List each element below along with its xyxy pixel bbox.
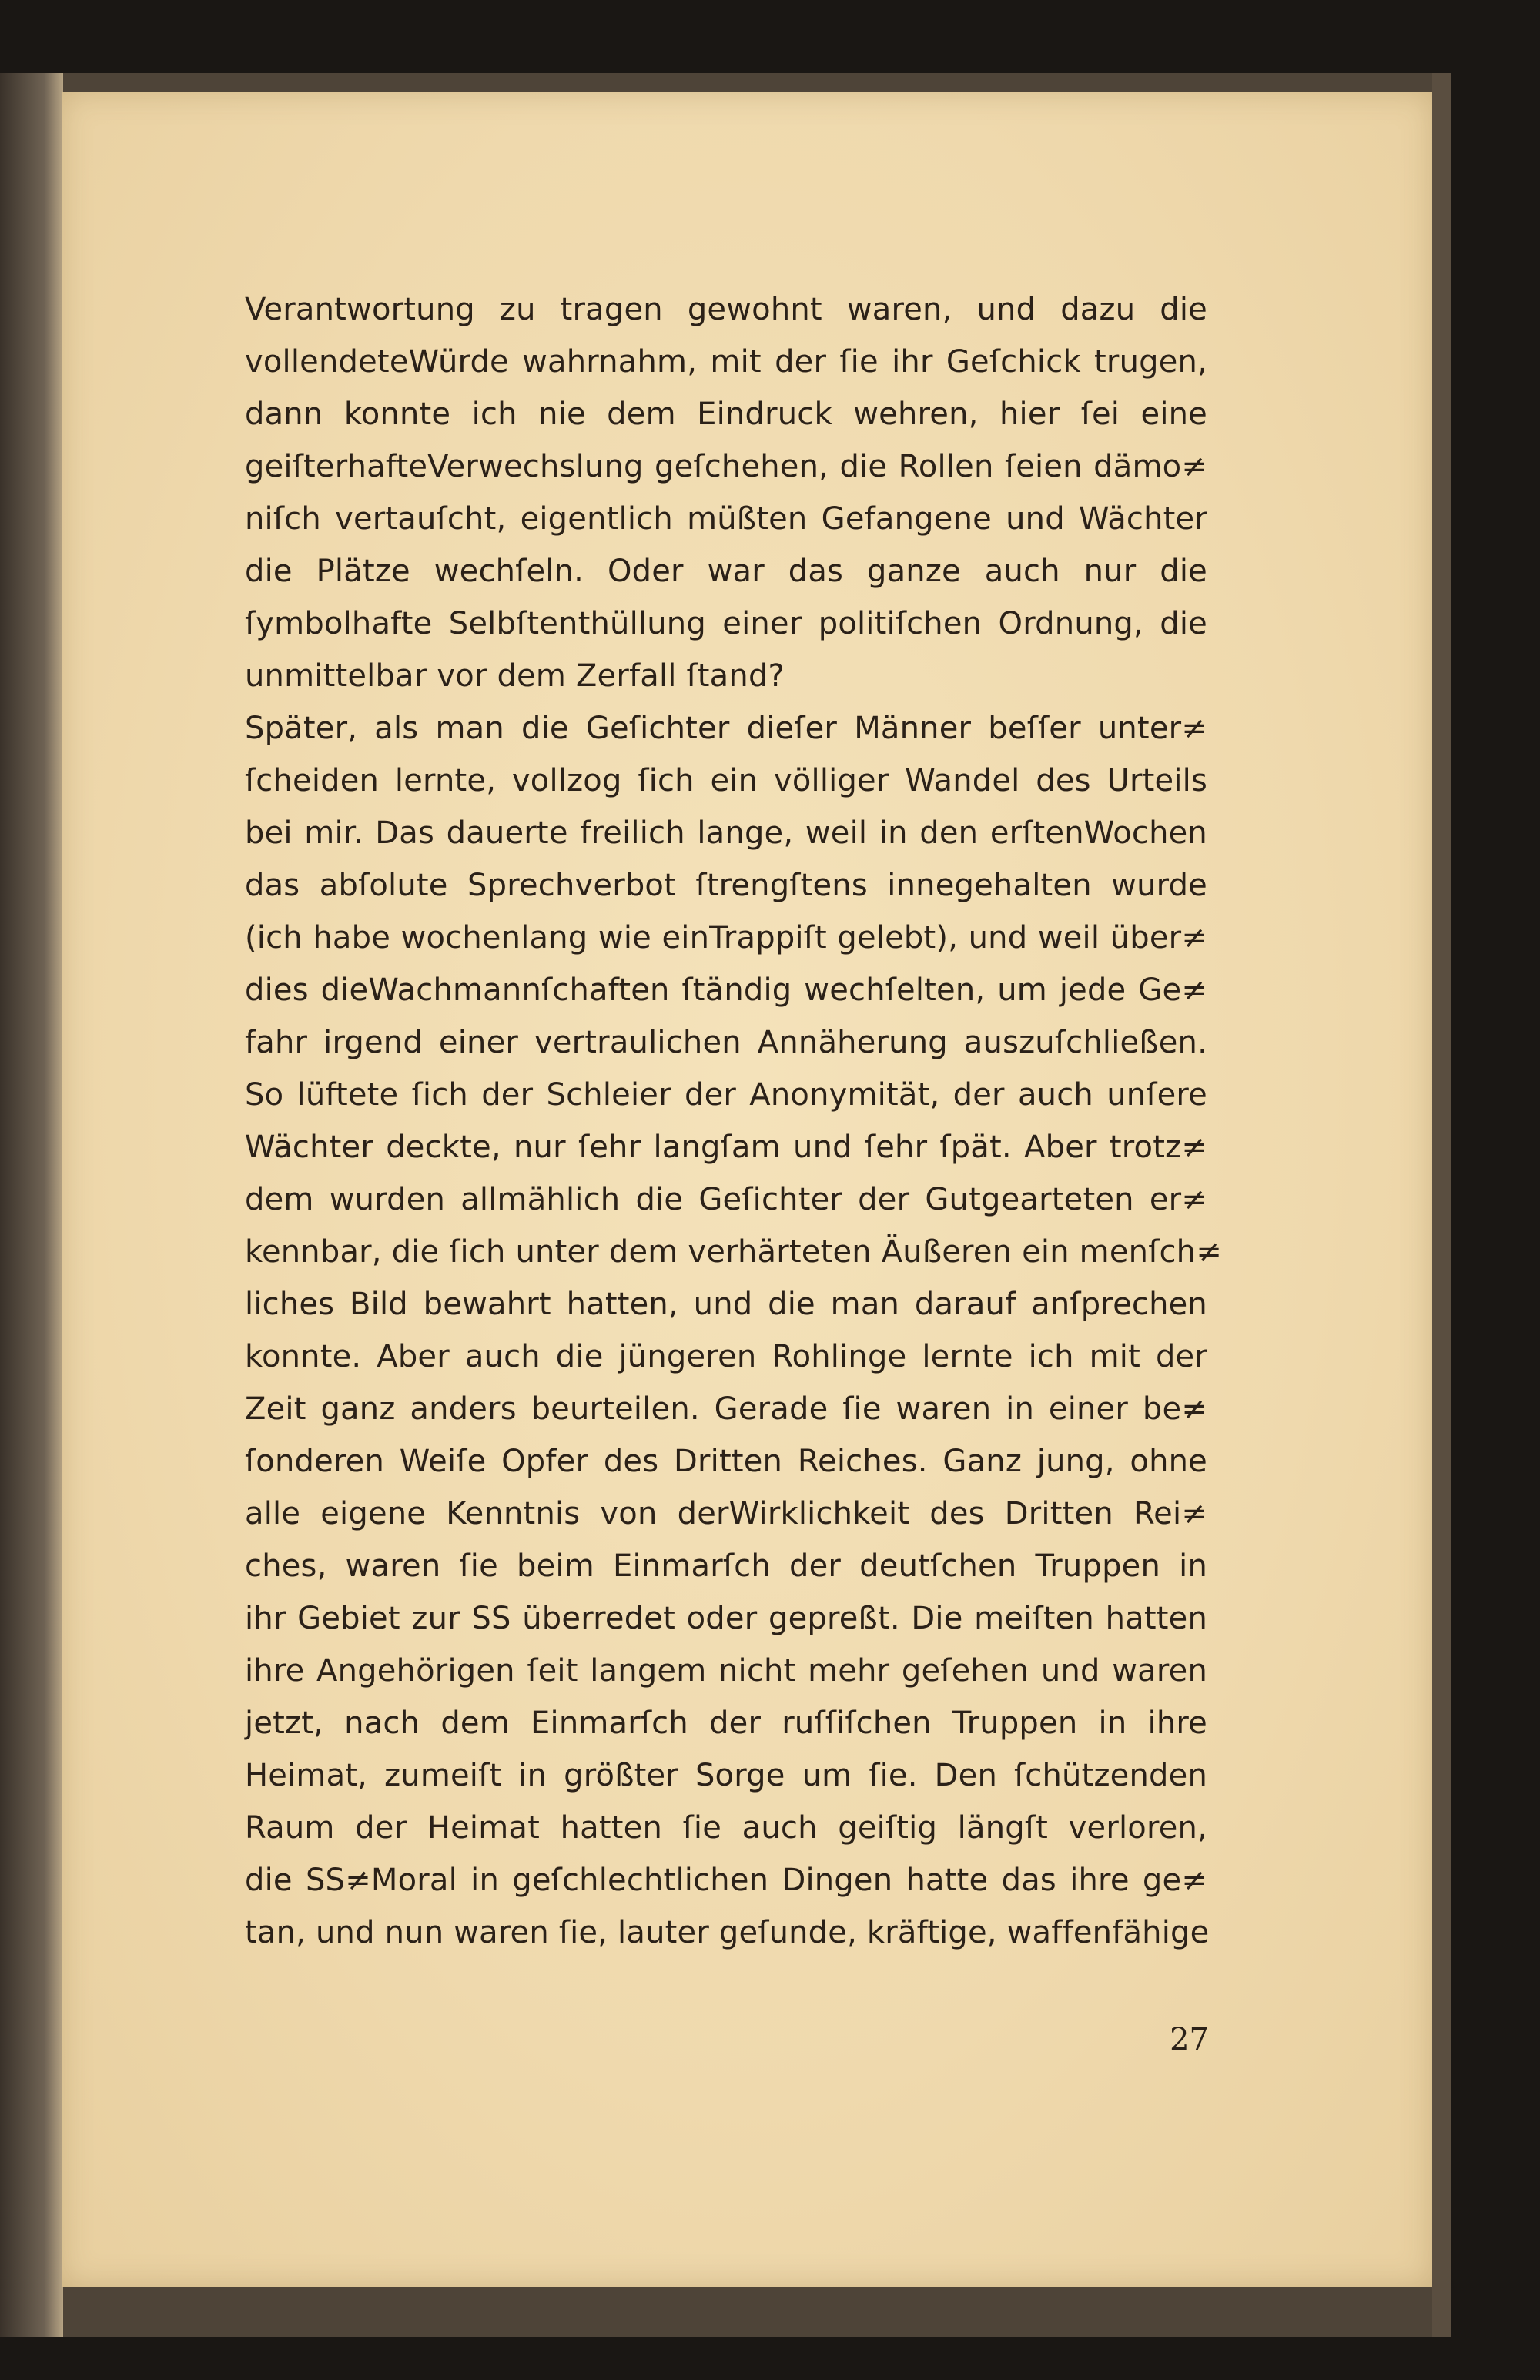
- text-line: ſcheiden lernte, vollzog ſich ein völliger Wandel des Urteils: [245, 763, 1207, 798]
- text-line: dies dieWachmannſchaften ſtändig wechſelten, um jede Ge≠: [245, 972, 1207, 1008]
- text-line: ches, waren ſie beim Einmarſch der deutſchen Truppen in: [245, 1548, 1207, 1584]
- text-line: geiſterhafteVerwechslung geſchehen, die Rollen ſeien dämo≠: [245, 449, 1207, 484]
- text-line: liches Bild bewahrt hatten, und die man darauf anſprechen: [245, 1287, 1207, 1322]
- text-line: tan, und nun waren ſie, lauter geſunde, kräftige, waffenfähige: [245, 1915, 1210, 1950]
- text-line: Raum der Heimat hatten ſie auch geiſtig längſt verloren,: [245, 1810, 1207, 1846]
- text-line: kennbar, die ſich unter dem verhärteten Äußeren ein menſch≠: [245, 1234, 1222, 1270]
- text-line: So lüftete ſich der Schleier der Anonymität, der auch unſere: [245, 1077, 1207, 1113]
- text-line: ſymbolhafte Selbſtenthüllung einer politiſchen Ordnung, die: [245, 606, 1207, 641]
- text-line: ihre Angehörigen ſeit langem nicht mehr geſehen und waren: [245, 1653, 1207, 1689]
- text-line: jetzt, nach dem Einmarſch der ruſſiſchen Truppen in ihre: [245, 1705, 1207, 1741]
- text-line: bei mir. Das dauerte freilich lange, weil in den erſtenWochen: [245, 815, 1207, 851]
- text-line: alle eigene Kenntnis von derWirklichkeit des Dritten Rei≠: [245, 1496, 1207, 1531]
- text-line: dem wurden allmählich die Geſichter der Gutgearteten er≠: [245, 1182, 1207, 1217]
- text-line: dann konnte ich nie dem Eindruck wehren, hier ſei eine: [245, 397, 1207, 432]
- text-line: die Plätze wechſeln. Oder war das ganze auch nur die: [245, 554, 1207, 589]
- text-line: Zeit ganz anders beurteilen. Gerade ſie waren in einer be≠: [245, 1391, 1207, 1427]
- text-line: das abſolute Sprechverbot ſtrengſtens innegehalten wurde: [245, 868, 1207, 903]
- text-line: die SS≠Moral in geſchlechtlichen Dingen hatte das ihre ge≠: [245, 1863, 1207, 1898]
- body-text: [245, 283, 1222, 1959]
- text-line: unmittelbar vor dem Zerfall ſtand?: [245, 658, 785, 694]
- text-line: niſch vertauſcht, eigentlich müßten Gefangene und Wächter: [245, 501, 1207, 537]
- text-line: ihr Gebiet zur SS überredet oder gepreßt. Die meiſten hatten: [245, 1601, 1207, 1636]
- text-line: Heimat, zumeiſt in größter Sorge um ſie. Den ſchützenden: [245, 1758, 1207, 1793]
- text-line: Später, als man die Geſichter dieſer Männer beſſer unter≠: [245, 711, 1207, 746]
- text-line: ſonderen Weiſe Opfer des Dritten Reiches. Ganz jung, ohne: [245, 1444, 1207, 1479]
- text-line: vollendeteWürde wahrnahm, mit der ſie ihr Geſchick trugen,: [245, 344, 1207, 380]
- text-line: (ich habe wochenlang wie einTrappiſt gelebt), und weil über≠: [245, 920, 1207, 956]
- text-line: Wächter deckte, nur ſehr langſam und ſehr ſpät. Aber trotz≠: [245, 1130, 1207, 1165]
- book-spine-edge: [0, 73, 63, 2337]
- text-line: fahr irgend einer vertraulichen Annäherung auszuſchließen.: [245, 1025, 1207, 1060]
- page-number: 27: [1170, 2022, 1209, 2057]
- cover-right-edge: [1432, 73, 1451, 2337]
- text-line: Verantwortung zu tragen gewohnt waren, und dazu die: [245, 292, 1207, 327]
- text-line: konnte. Aber auch die jüngeren Rohlinge lernte ich mit der: [245, 1339, 1207, 1374]
